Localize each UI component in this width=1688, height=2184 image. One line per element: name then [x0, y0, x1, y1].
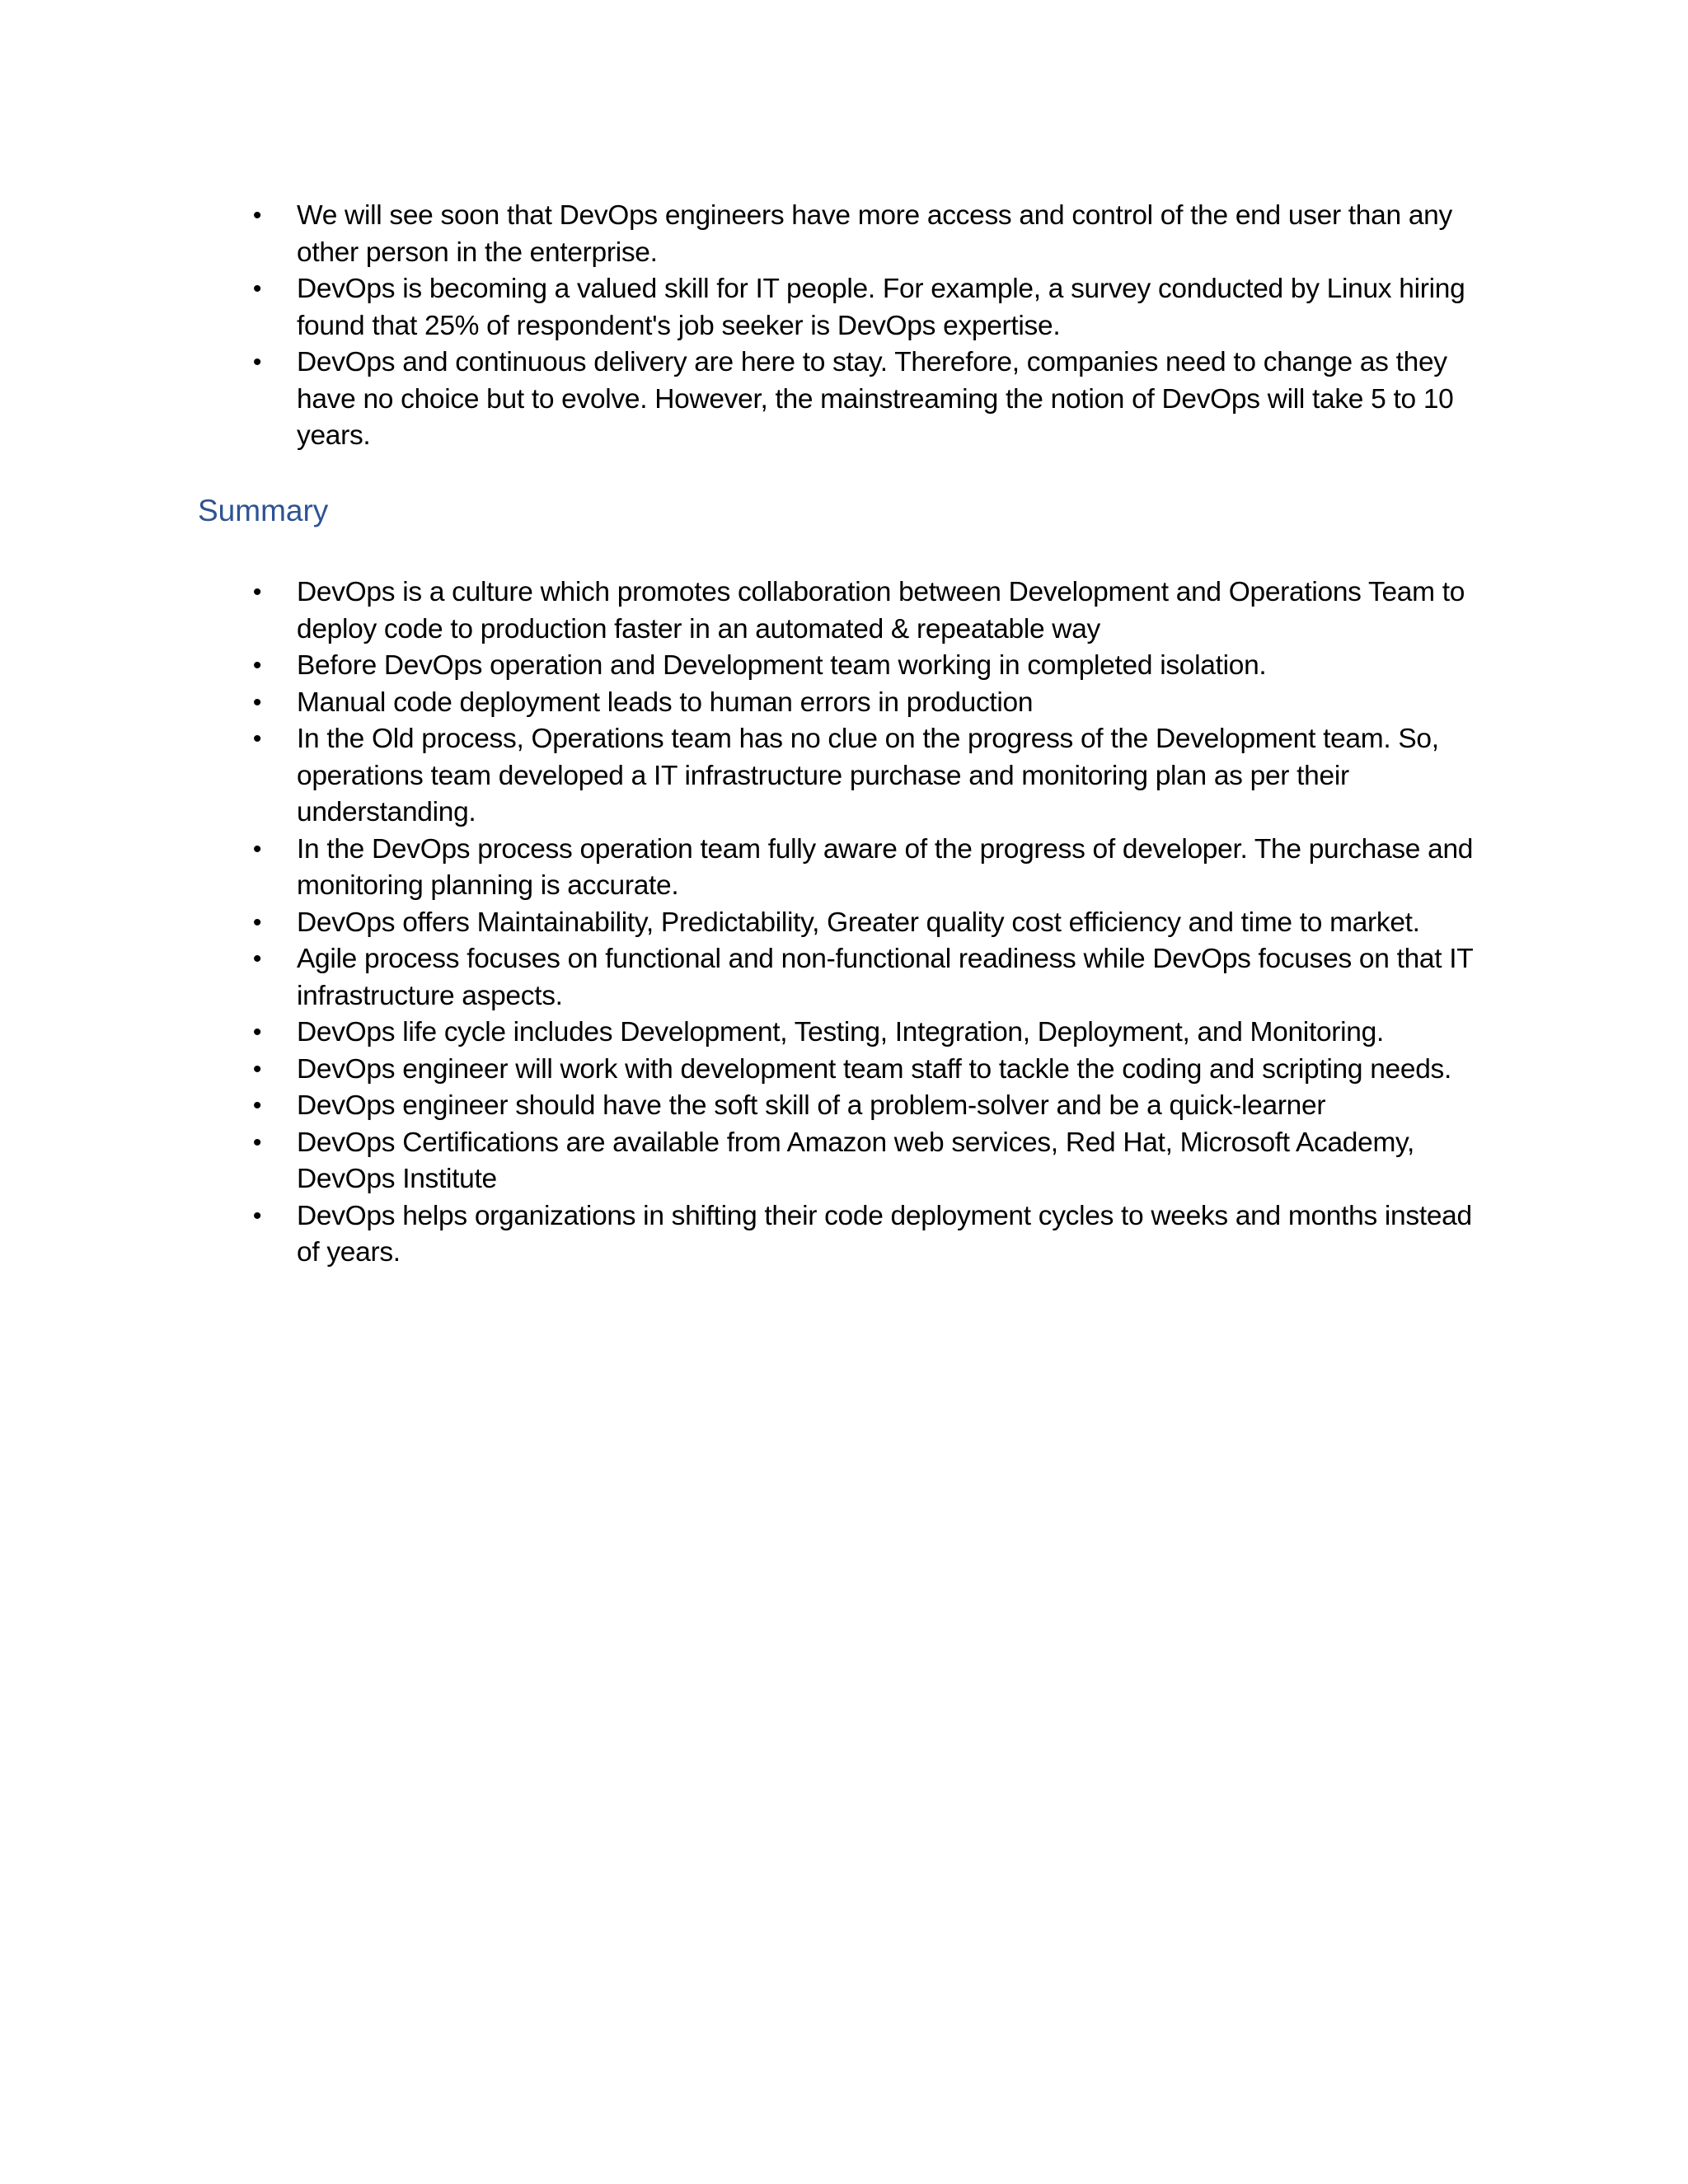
bullet-icon [249, 198, 265, 235]
bullet-icon [249, 1088, 265, 1125]
list-item-text: In the Old process, Operations team has no clue on the progress of the Development team. So, operations team developed a IT infrastructure purchase and monitoring plan as per their understanding. [297, 724, 1439, 827]
bullet-icon [249, 1015, 265, 1052]
bullet-icon [249, 648, 265, 685]
list-item [247, 648, 1500, 685]
list-item-text: DevOps is a culture which promotes collaboration between Development and Operations Team to deploy code to production faster in an automated & repeatable way [297, 577, 1465, 644]
list-item-text: Before DevOps operation and Development team working in completed isolation. [297, 650, 1267, 681]
bullet-icon [249, 344, 265, 382]
list-item-text: DevOps offers Maintainability, Predictability, Greater quality cost efficiency and time to market. [297, 907, 1420, 938]
list-item-text: DevOps engineer will work with development team staff to tackle the coding and scripting needs. [297, 1053, 1451, 1085]
bullet-icon [249, 941, 265, 978]
list-item-text: In the DevOps process operation team fully aware of the progress of developer. The purchase and monitoring planning is accurate. [297, 833, 1474, 901]
list-item [247, 344, 1500, 455]
list-item-text: We will see soon that DevOps engineers have more access and control of the end user than any other person in the enterprise. [297, 200, 1452, 268]
list-item [247, 1198, 1500, 1272]
list-item [247, 574, 1500, 648]
list-item-text: DevOps Certifications are available from Amazon web services, Red Hat, Microsoft Academy, DevOps Institute [297, 1127, 1415, 1194]
list-item-text: DevOps is becoming a valued skill for IT people. For example, a survey conducted by Linux hiring found that 25% of respondent's job seeker is DevOps expertise. [297, 274, 1465, 341]
list-item-text: DevOps engineer should have the soft skill of a problem-solver and be a quick-learner [297, 1090, 1326, 1121]
list-item [247, 1088, 1500, 1125]
list-item-text: Manual code deployment leads to human errors in production [297, 687, 1034, 718]
list-item-text: Agile process focuses on functional and non-functional readiness while DevOps focuses on that IT infrastructure aspects. [297, 944, 1473, 1011]
intro-bullet-list [247, 198, 1500, 455]
list-item [247, 832, 1500, 905]
list-item-text: DevOps helps organizations in shifting their code deployment cycles to weeks and months instead of years. [297, 1200, 1472, 1268]
bullet-icon [249, 721, 265, 758]
summary-bullet-list [247, 574, 1500, 1272]
list-item [247, 271, 1500, 344]
list-item-text: DevOps and continuous delivery are here to stay. Therefore, companies need to change as they have no choice but to evolve. However, the mainstreaming the notion of DevOps will take 5 to 10 years. [297, 347, 1454, 451]
bullet-icon [249, 905, 265, 942]
list-item [247, 1015, 1500, 1052]
bullet-icon [249, 574, 265, 612]
list-item [247, 1125, 1500, 1198]
list-item [247, 905, 1500, 942]
list-item [247, 198, 1500, 271]
summary-heading: Summary [198, 494, 329, 527]
list-item [247, 685, 1500, 722]
list-item [247, 1052, 1500, 1089]
bullet-icon [249, 685, 265, 722]
bullet-icon [249, 1125, 265, 1162]
bullet-icon [249, 1052, 265, 1089]
bullet-icon [249, 271, 265, 308]
bullet-icon [249, 832, 265, 869]
list-item [247, 941, 1500, 1015]
list-item-text: DevOps life cycle includes Development, Testing, Integration, Deployment, and Monitoring. [297, 1017, 1384, 1047]
bullet-icon [249, 1198, 265, 1235]
list-item [247, 721, 1500, 832]
